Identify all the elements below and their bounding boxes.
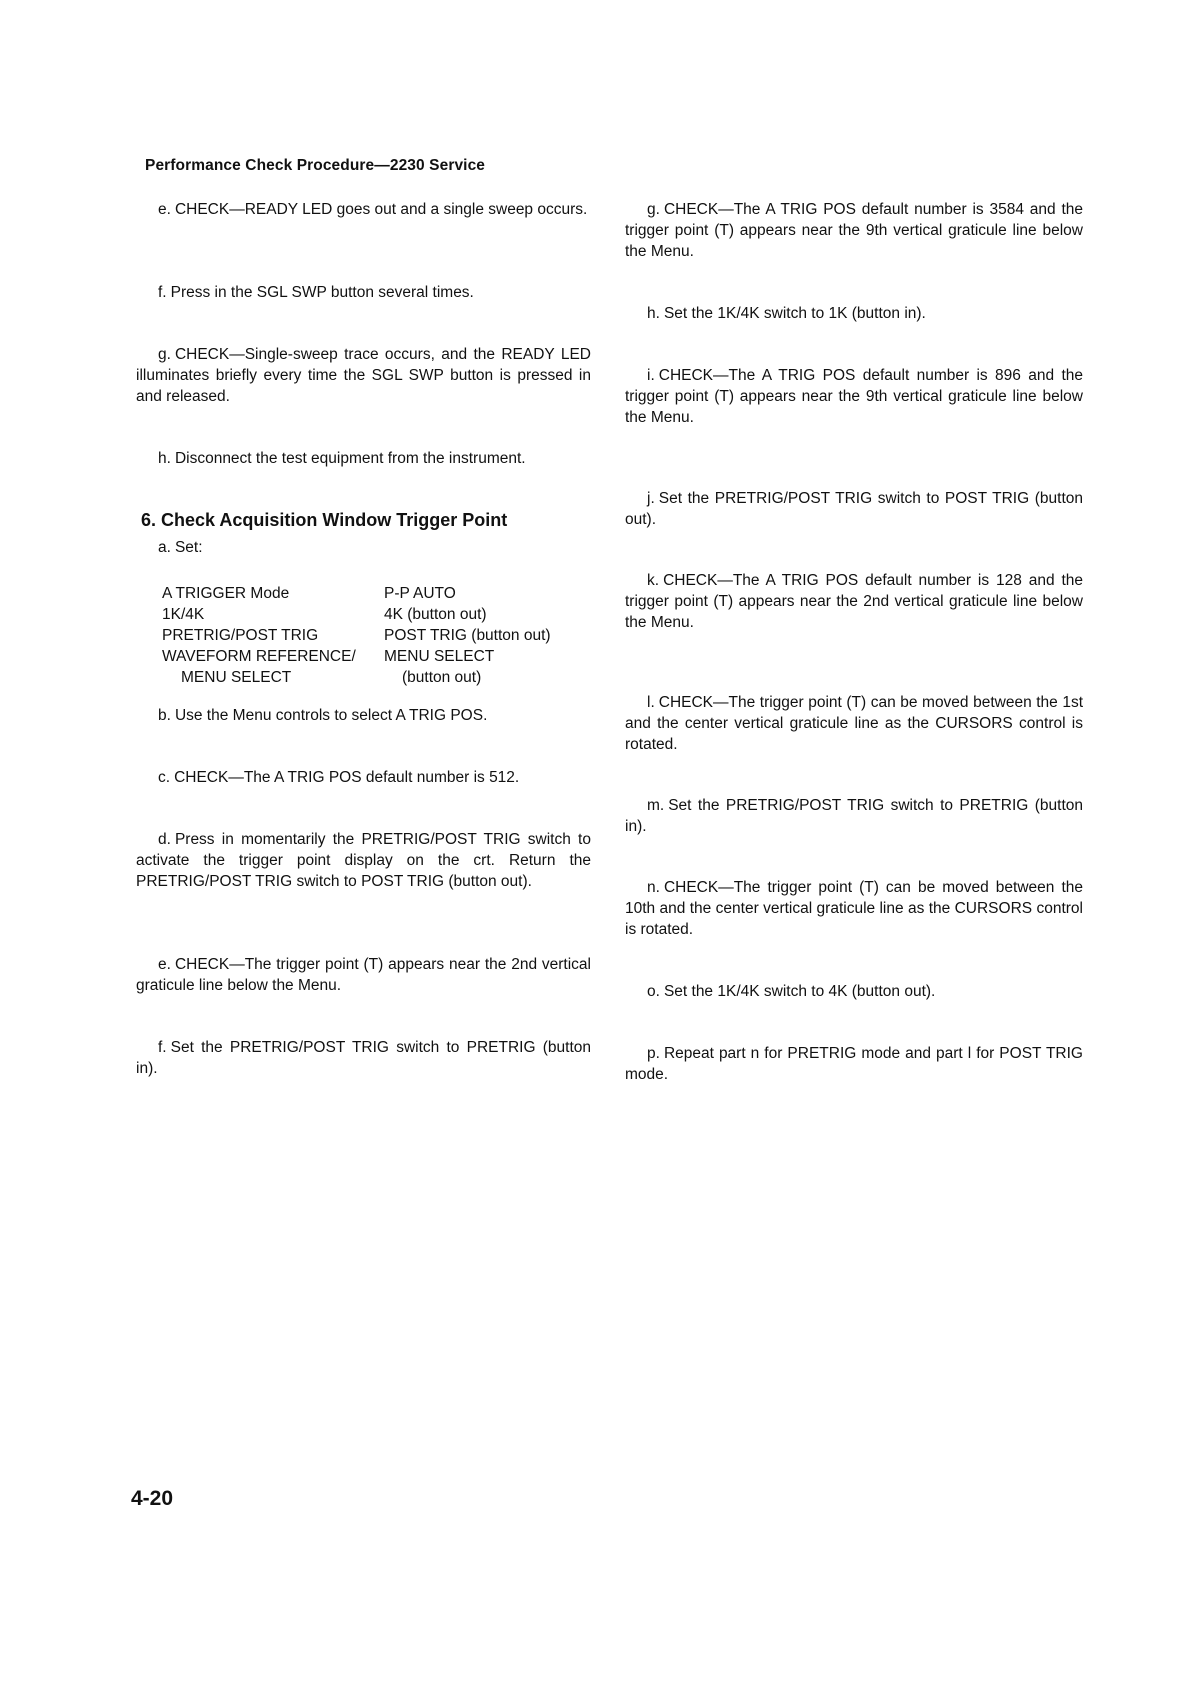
setting-key: PRETRIG/POST TRIG bbox=[162, 627, 319, 644]
setting-key: MENU SELECT bbox=[181, 669, 292, 686]
running-header: Performance Check Procedure—2230 Service bbox=[145, 157, 486, 174]
step-h-set-1k: h. Set the 1K/4K switch to 1K (button in). bbox=[647, 305, 926, 322]
step-b-menu-controls: b. Use the Menu controls to select A TRIG POS. bbox=[158, 707, 488, 724]
setting-value: MENU SELECT bbox=[384, 648, 495, 665]
settings-row bbox=[162, 667, 592, 688]
setting-value: (button out) bbox=[402, 669, 482, 686]
step-g-single-sweep: g. CHECK—Single-sweep trace occurs, and the READY LED illuminates briefly every time the SGL SWP button is pressed in and released. bbox=[136, 346, 591, 405]
step-g-default-3584: g. CHECK—The A TRIG POS default number is 3584 and the trigger point (T) appears near the 9th vertical graticule line below the Menu. bbox=[625, 201, 1083, 260]
settings-row bbox=[162, 604, 592, 625]
step-k-default-128: k. CHECK—The A TRIG POS default number is 128 and the trigger point (T) appears near the 2nd vertical graticule line below the Menu. bbox=[625, 572, 1083, 631]
step-a-set: a. Set: bbox=[158, 539, 203, 556]
setting-value: 4K (button out) bbox=[384, 606, 487, 623]
setting-key: WAVEFORM REFERENCE/ bbox=[162, 648, 356, 665]
settings-table bbox=[162, 583, 592, 688]
step-l-move-1st-center: l. CHECK—The trigger point (T) can be moved between the 1st and the center vertical graticule line as the CURSORS control is rotated. bbox=[625, 694, 1083, 753]
step-c-default-512: c. CHECK—The A TRIG POS default number is 512. bbox=[158, 769, 520, 786]
step-e-trigger-point: e. CHECK—The trigger point (T) appears near the 2nd vertical graticule line below the Menu. bbox=[136, 956, 591, 994]
page-number: 4-20 bbox=[131, 1487, 174, 1510]
settings-row bbox=[162, 625, 592, 646]
step-i-default-896: i. CHECK—The A TRIG POS default number is 896 and the trigger point (T) appears near the 9th vertical graticule line below the Menu. bbox=[625, 367, 1083, 426]
step-j-set-post-trig: j. Set the PRETRIG/POST TRIG switch to POST TRIG (button out). bbox=[625, 490, 1083, 528]
section-heading: 6. Check Acquisition Window Trigger Point bbox=[141, 510, 508, 530]
step-h-disconnect: h. Disconnect the test equipment from the instrument. bbox=[158, 450, 526, 467]
step-e-ready-led: e. CHECK—READY LED goes out and a single sweep occurs. bbox=[158, 201, 588, 218]
step-p-repeat: p. Repeat part n for PRETRIG mode and part l for POST TRIG mode. bbox=[625, 1045, 1083, 1083]
setting-key: 1K/4K bbox=[162, 606, 205, 623]
step-o-set-4k: o. Set the 1K/4K switch to 4K (button out). bbox=[647, 983, 936, 1000]
step-f-sgl-swp: f. Press in the SGL SWP button several times. bbox=[158, 284, 474, 301]
settings-row bbox=[162, 583, 592, 604]
settings-row bbox=[162, 646, 592, 667]
setting-value: P-P AUTO bbox=[384, 585, 456, 602]
setting-value: POST TRIG (button out) bbox=[384, 627, 551, 644]
step-d-press-pretrig: d. Press in momentarily the PRETRIG/POST TRIG switch to activate the trigger point display on the crt. Return the PRETRIG/POST TRIG switch to POST TRIG (button out). bbox=[136, 831, 591, 890]
step-f-set-pretrig: f. Set the PRETRIG/POST TRIG switch to PRETRIG (button in). bbox=[136, 1039, 591, 1077]
step-n-move-10th-center: n. CHECK—The trigger point (T) can be moved between the 10th and the center vertical graticule line as the CURSORS control is rotated. bbox=[625, 879, 1083, 938]
setting-key: A TRIGGER Mode bbox=[162, 585, 290, 602]
step-m-set-pretrig: m. Set the PRETRIG/POST TRIG switch to PRETRIG (button in). bbox=[625, 797, 1083, 835]
